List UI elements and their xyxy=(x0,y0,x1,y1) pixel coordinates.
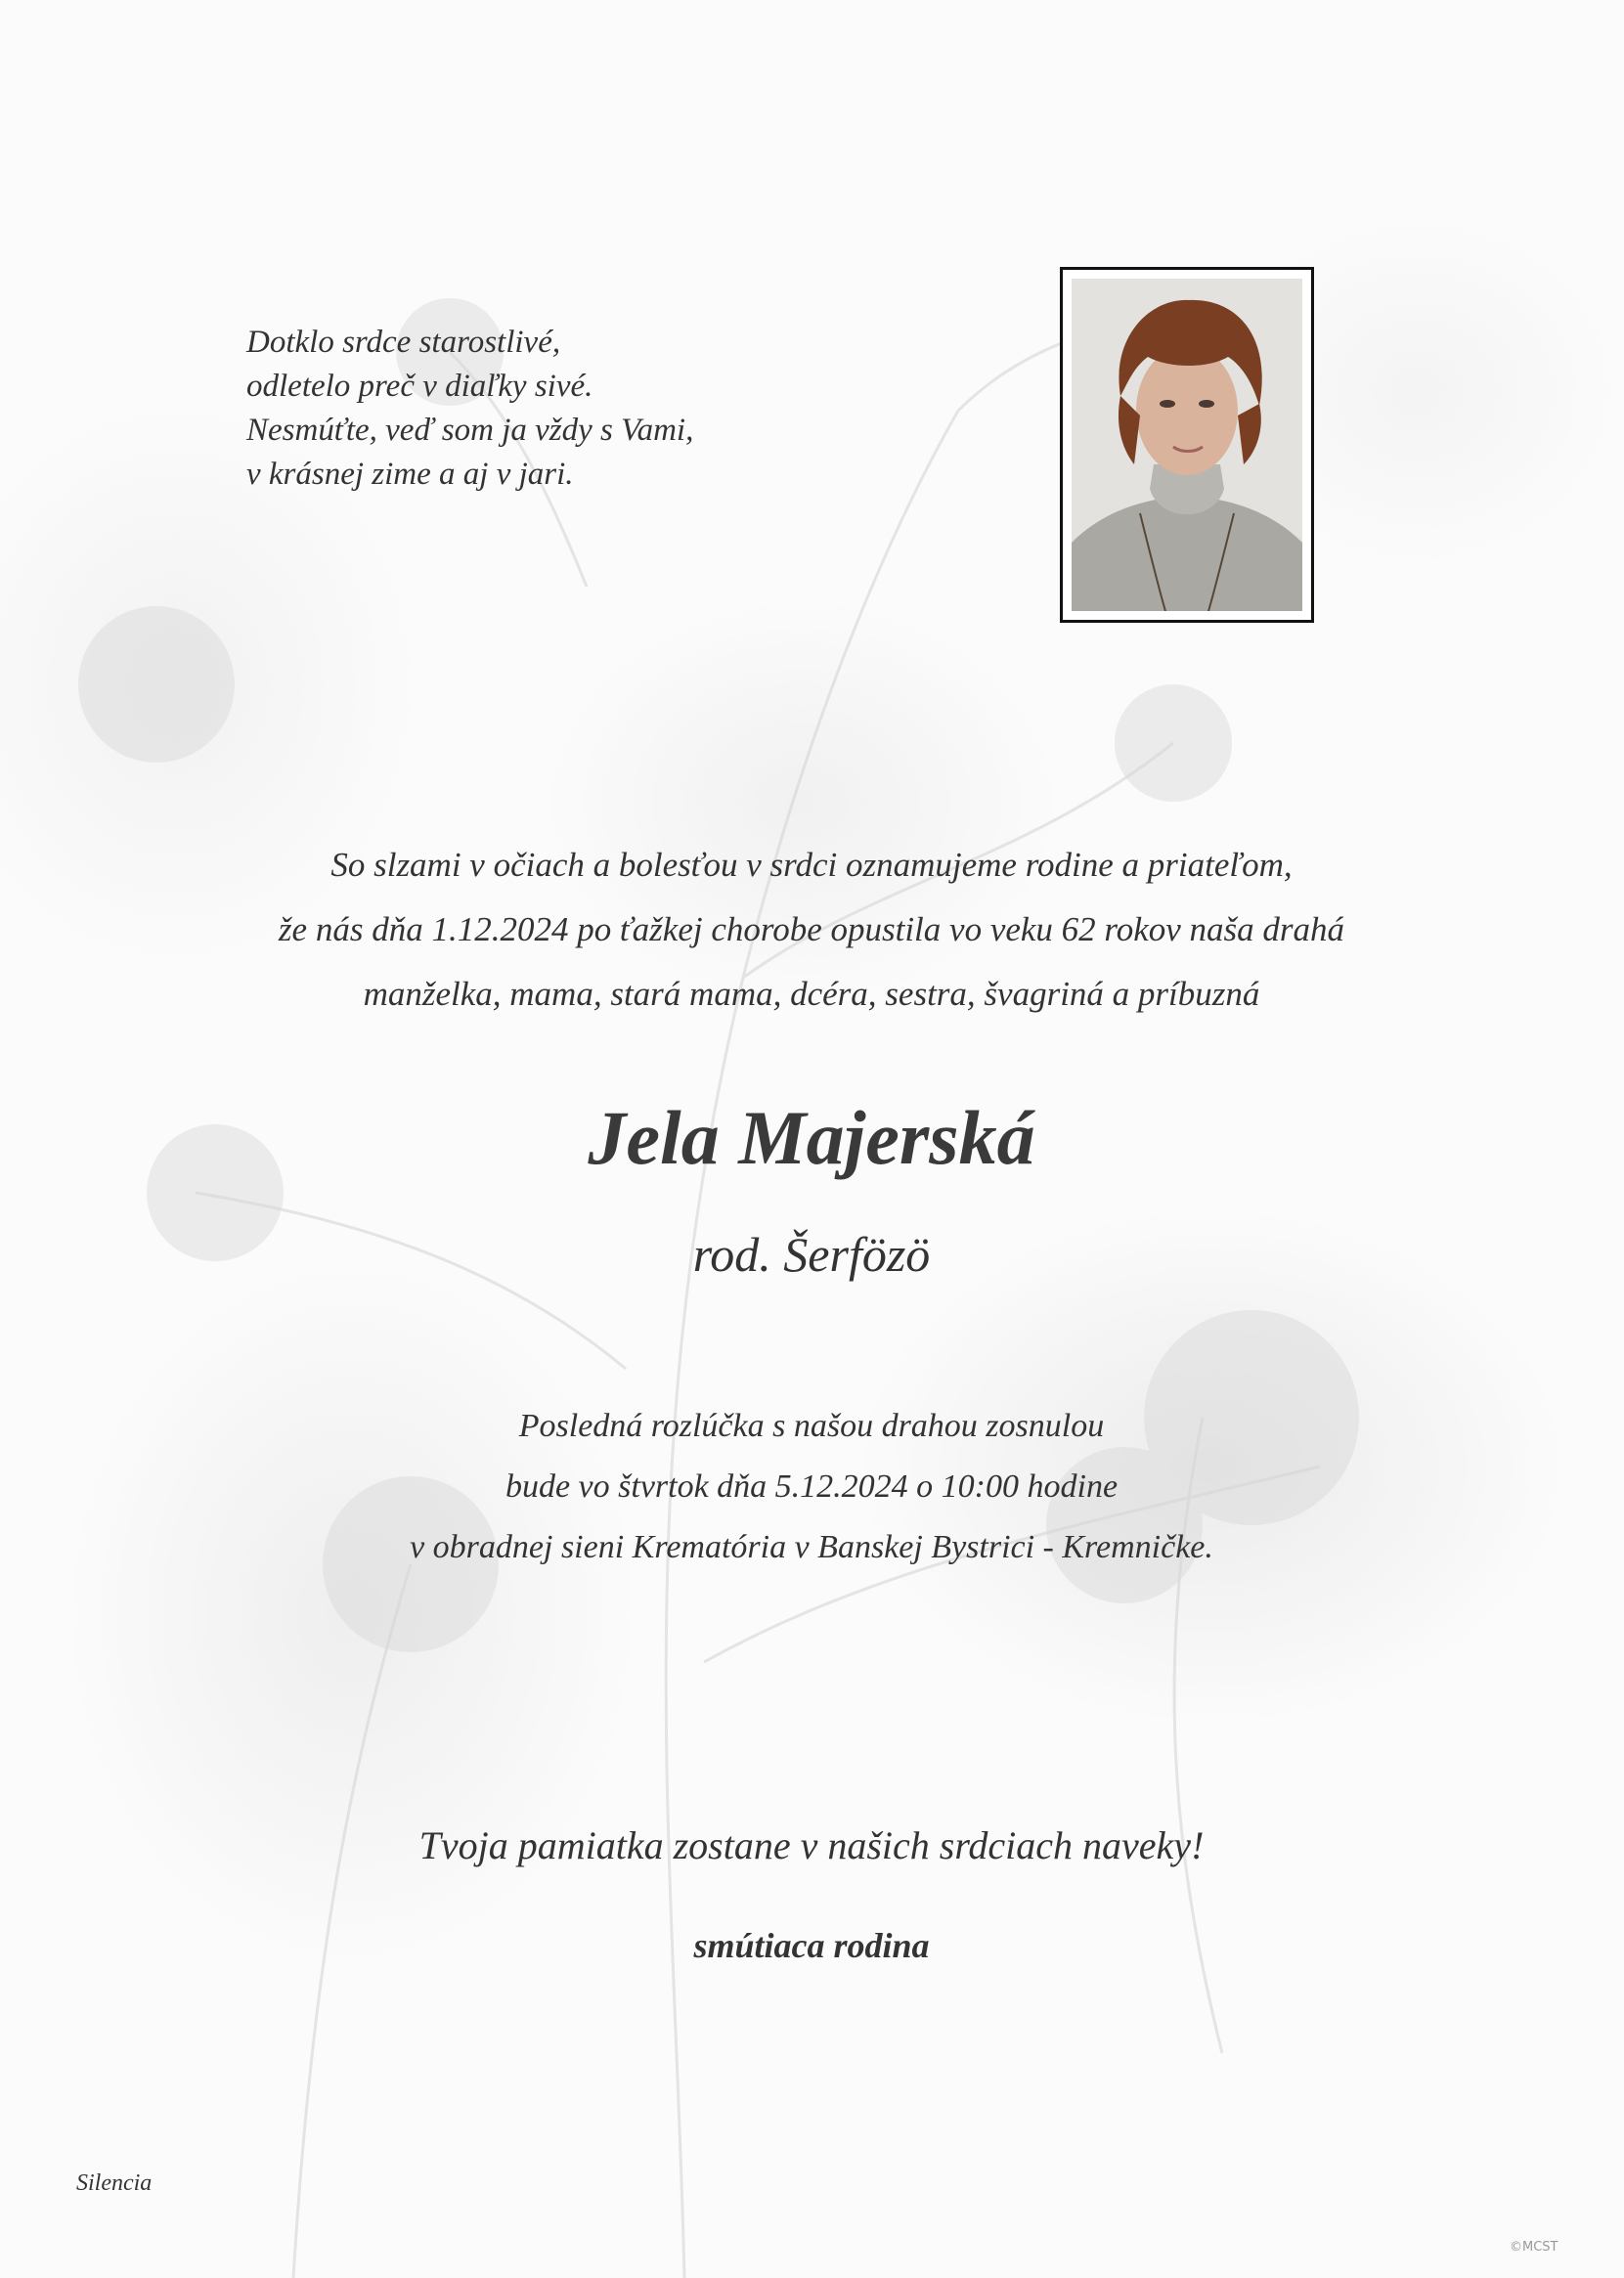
family-signature: smútiaca rodina xyxy=(693,1926,930,1965)
portrait-frame xyxy=(1060,267,1314,623)
poem-line: v krásnej zime a aj v jari. xyxy=(246,457,574,492)
poem-verse xyxy=(246,321,755,497)
funeral-details xyxy=(225,1396,1398,1578)
copyright-code: ©MCST xyxy=(1510,2240,1558,2255)
poem-line: Nesmúťte, veď som ja vždy s Vami, xyxy=(246,413,694,448)
announcement-line: že nás dňa 1.12.2024 po ťažkej chorobe opustila vo veku 62 rokov naša drahá xyxy=(278,910,1345,948)
poem-line: Dotklo srdce starostlivé, xyxy=(246,325,561,360)
announcement-line: So slzami v očiach a bolesťou v srdci oznamujeme rodine a priateľom, xyxy=(330,846,1293,884)
memory-quote: Tvoja pamiatka zostane v našich srdciach naveky! xyxy=(418,1823,1205,1867)
maiden-name: rod. Šerfözö xyxy=(692,1227,931,1282)
deceased-name: Jela Majerská xyxy=(588,1095,1035,1180)
funeral-line: v obradnej sieni Krematória v Banskej Bystrici - Kremničke. xyxy=(410,1529,1213,1565)
announcement-line: manželka, mama, stará mama, dcéra, sestra, švagriná a príbuzná xyxy=(363,975,1260,1013)
poem-line: odletelo preč v diaľky sivé. xyxy=(246,369,593,404)
funeral-line: bude vo štvrtok dňa 5.12.2024 o 10:00 hodine xyxy=(505,1468,1119,1505)
brand-label: Silencia xyxy=(76,2170,153,2196)
announcement-text xyxy=(176,833,1447,1027)
funeral-line: Posledná rozlúčka s našou drahou zosnulou xyxy=(518,1408,1105,1444)
portrait-photo xyxy=(1072,279,1302,611)
